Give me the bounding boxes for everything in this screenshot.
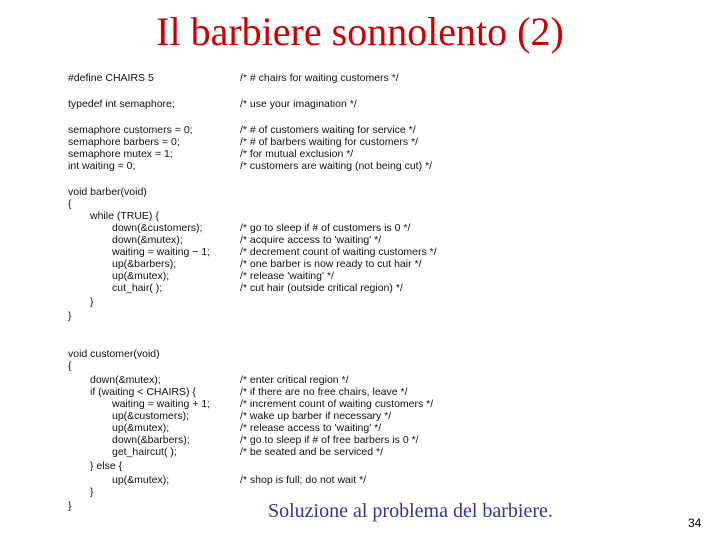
code-line: int waiting = 0;	[68, 160, 136, 172]
code-line: waiting = waiting − 1;	[112, 246, 211, 258]
code-comment: /* release 'waiting' */	[240, 270, 334, 282]
code-line: down(&barbers);	[112, 434, 190, 446]
code-line: up(&mutex);	[112, 422, 170, 434]
code-comment: /* go to sleep if # of customers is 0 */	[240, 222, 411, 234]
code-line: }	[68, 310, 72, 322]
code-comment: /* acquire access to 'waiting' */	[240, 234, 382, 246]
code-line: {	[68, 198, 72, 210]
code-comment: /* use your imagination */	[240, 98, 357, 110]
code-line: } else {	[90, 460, 123, 472]
code-line: void customer(void)	[68, 348, 160, 360]
code-line: semaphore mutex = 1;	[68, 148, 173, 160]
code-comment: /* # chairs for waiting customers */	[240, 72, 399, 84]
code-line: waiting = waiting + 1;	[112, 398, 211, 410]
code-line: up(&mutex);	[112, 474, 170, 486]
code-comment: /* # of barbers waiting for customers */	[240, 136, 418, 148]
code-comment: /* wake up barber if necessary */	[240, 410, 392, 422]
code-comment: /* decrement count of waiting customers */	[240, 246, 437, 258]
code-line: up(&mutex);	[112, 270, 170, 282]
code-line: while (TRUE) {	[90, 210, 159, 222]
code-comment: /* be seated and be serviced */	[240, 446, 384, 458]
code-comment: /* for mutual exclusion */	[240, 148, 354, 160]
code-comment: /* cut hair (outside critical region) */	[240, 282, 403, 294]
code-line: down(&mutex);	[90, 374, 161, 386]
code-line: typedef int semaphore;	[68, 98, 175, 110]
code-line: if (waiting < CHAIRS) {	[90, 386, 196, 398]
code-line: semaphore customers = 0;	[68, 124, 193, 136]
code-comment: /* go to sleep if # of free barbers is 0 */	[240, 434, 419, 446]
code-line: down(&customers);	[112, 222, 203, 234]
code-line: void barber(void)	[68, 186, 147, 198]
code-comment: /* enter critical region */	[240, 374, 349, 386]
code-comment: /* customers are waiting (not being cut) */	[240, 160, 433, 172]
page-number: 34	[688, 516, 702, 530]
code-line: cut_hair( );	[112, 282, 163, 294]
code-line: down(&mutex);	[112, 234, 183, 246]
code-line: get_haircut( );	[112, 446, 177, 458]
code-line: semaphore barbers = 0;	[68, 136, 180, 148]
code-comment: /* release access to 'waiting' */	[240, 422, 382, 434]
code-comment: /* increment count of waiting customers */	[240, 398, 434, 410]
code-line: #define CHAIRS 5	[68, 72, 154, 84]
code-comment: /* one barber is now ready to cut hair */	[240, 258, 422, 270]
code-comment: /* if there are no free chairs, leave */	[240, 386, 408, 398]
code-line: {	[68, 360, 72, 372]
code-comment: /* shop is full; do not wait */	[240, 474, 367, 486]
code-line: up(&barbers);	[112, 258, 177, 270]
slide-title: Il barbiere sonnolento (2)	[156, 9, 564, 54]
code-line: }	[68, 500, 72, 512]
figure-caption: Soluzione al problema del barbiere.	[268, 500, 553, 522]
code-line: }	[90, 296, 94, 308]
code-comment: /* # of customers waiting for service */	[240, 124, 416, 136]
code-line: up(&customers);	[112, 410, 190, 422]
code-line: }	[90, 486, 94, 498]
